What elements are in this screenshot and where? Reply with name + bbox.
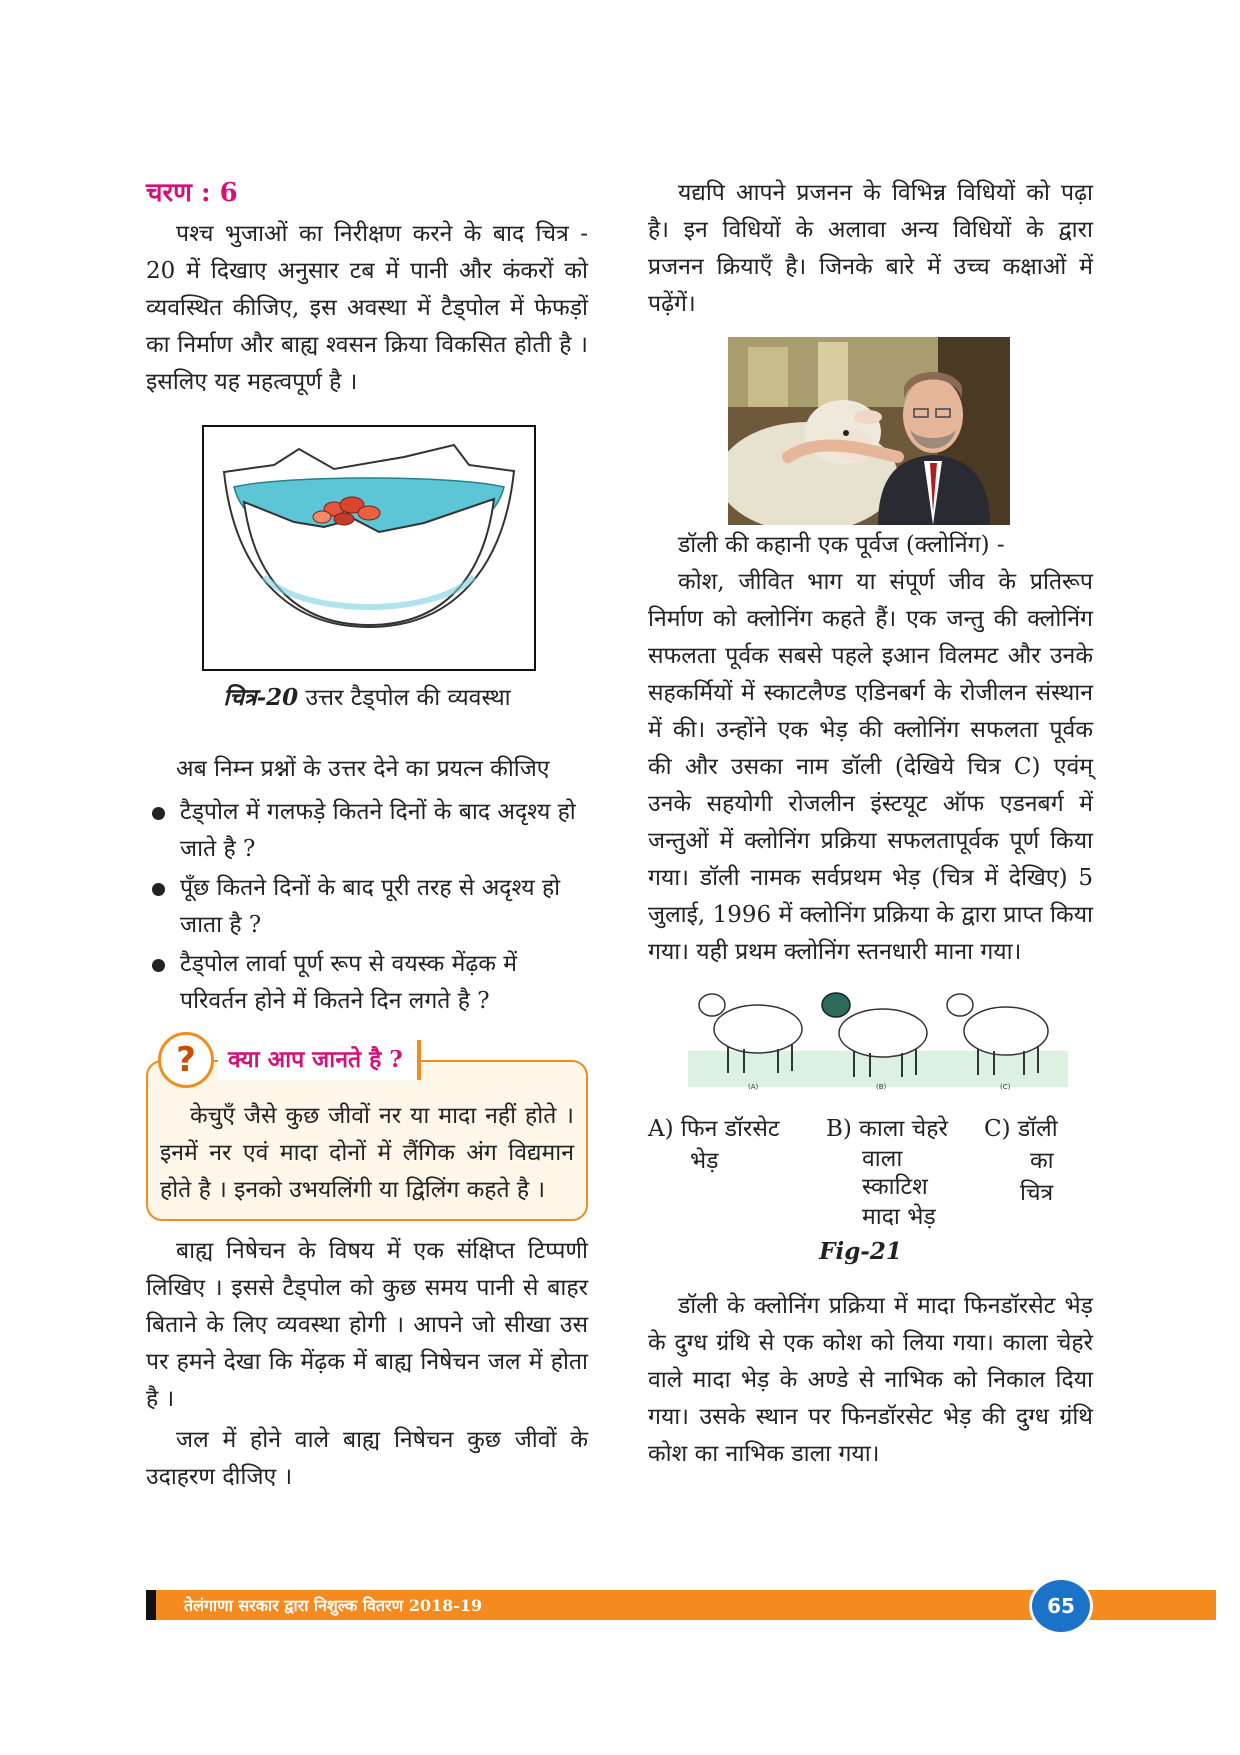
footer-text: तेलंगाणा सरकार द्वारा निशुल्क वितरण 2018-19 <box>184 1596 483 1615</box>
left-column <box>146 175 588 1496</box>
question-mark-icon: ? <box>158 1032 214 1088</box>
did-you-know-box <box>146 1039 588 1221</box>
tub-drawing <box>204 427 534 669</box>
sheep-label-c: C) डॉली का चित्र <box>984 1116 1058 1206</box>
intro-paragraph: पश्च भुजाओं का निरीक्षण करने के बाद चित्र - 20 में दिखाए अनुसार टब में पानी और कंकरों को व्यवस्थित कीजिए, इस अवस्था में टैड्पोल में फेफड़ों का निर्माण और बाह्य श्वसन क्रिया विकसित होती है । इसलिए यह महत्वपूर्ण है । <box>146 221 588 395</box>
list-item: टैड्पोल में गलफड़े कितने दिनों के बाद अदृश्य हो जाते है ? <box>146 794 588 868</box>
page-footer <box>146 1590 1216 1620</box>
figure-21-label: Fig-21 <box>819 1238 902 1265</box>
bullet-icon <box>152 959 165 972</box>
did-you-know-header <box>158 1032 421 1088</box>
questions-list <box>146 794 588 1020</box>
did-you-know-title: क्या आप जानते है ? <box>218 1040 421 1080</box>
dolly-photo <box>728 337 1010 525</box>
sheep-label-a: A) फिन डॉरसेट भेड़ <box>648 1116 780 1174</box>
step-title: चरण : 6 <box>146 178 238 208</box>
sheep-label-b: B) काला चेहरे वाला स्काटिश मादा भेड़ <box>826 1116 948 1230</box>
list-item: टैड्पोल लार्वा पूर्ण रूप से वयस्क मेंढ़क में परिवर्तन होने में कितने दिन लगते है ? <box>146 946 588 1020</box>
dolly-heading: डॉली की कहानी एक पूर्वज (क्लोनिंग) - <box>678 532 1005 558</box>
did-you-know-text: केचुएँ जैसे कुछ जीवों नर या मादा नहीं होते । इनमें नर एवं मादा दोनों में लैंगिक अंग विद्यमान होते है । इनको उभयलिंगी या द्विलिंग कहते है । <box>160 1103 574 1203</box>
sheep-c-small-label: (C) <box>1000 1083 1011 1091</box>
list-item: पूँछ कितने दिनों के बाद पूरी तरह से अदृश्य हो जाता है ? <box>146 870 588 944</box>
figure-20-tub-illustration <box>202 425 536 671</box>
external-fertilization-paragraph: बाह्य निषेचन के विषय में एक संक्षिप्त टिप्पणी लिखिए । इससे टैड्पोल को कुछ समय पानी से बाहर बिताने के लिए व्यवस्था होगी । आपने जो सीखा उस पर हमने देखा कि मेंढ़क में बाह्य निषेचन जल में होता है । <box>146 1238 588 1412</box>
reproduction-paragraph: यद्यपि आपने प्रजनन के विभिन्न विधियों को पढ़ा है। इन विधियों के अलावा अन्य विधियों के द्वारा प्रजनन क्रियाएँ है। जिनके बारे में उच्च कक्षाओं में पढ़ेंगें। <box>648 180 1093 317</box>
figure-20-caption <box>146 679 588 717</box>
sheep-a-small-label: (A) <box>748 1083 759 1091</box>
sheep-figure-21 <box>688 981 1068 1093</box>
footer-edge-marker <box>146 1590 156 1620</box>
cloning-paragraph: कोश, जीवित भाग या संपूर्ण जीव के प्रतिरूप निर्माण को क्लोनिंग कहते हैं। एक जन्तु की क्लोनिंग सफलता पूर्वक सबसे पहले इआन विलमट और उनके सहकर्मियों में स्काटलैण्ड एडिनबर्ग के रोजीलन संस्थान में की। उन्होंने एक भेड़ की क्लोनिंग सफलता पूर्वक की और उसका नाम डॉली (देखिये चित्र C) एवंम् उनके सहयोगी रोजलीन इंस्टयूट ऑफ एडनबर्ग में जन्तुओं में क्लोनिंग प्रक्रिया सफलतापूर्वक पूर्ण किया गया। डॉली नामक सर्वप्रथम भेड़ (चित्र में देखिए) 5 जुलाई, 1996 में क्लोनिंग प्रक्रिया के द्वारा प्राप्त किया गया। यही प्रथम क्लोनिंग स्तनधारी माना गया। <box>648 569 1093 965</box>
sheep-b-small-label: (B) <box>876 1083 887 1091</box>
questions-intro: अब निम्न प्रश्नों के उत्तर देने का प्रयत्न कीजिए <box>176 756 550 782</box>
figure-20-caption-text: उत्तर टैड्पोल की व्यवस्था <box>305 685 511 711</box>
figure-20-label: चित्र-20 <box>223 684 299 711</box>
right-column <box>648 175 1093 1473</box>
bullet-icon <box>152 807 165 820</box>
sheep-labels <box>648 1113 1093 1233</box>
cloning-process-paragraph: डॉली के क्लोनिंग प्रक्रिया में मादा फिनडॉरसेट भेड़ के दुग्ध ग्रंथि से एक कोश को लिया गया। काला चेहरे वाले मादा भेड़ के अण्डे से नाभिक को निकाल दिया गया। उसके स्थान पर फिनडॉरसेट भेड़ की दुग्ध ग्रंथि कोश का नाभिक डाला गया। <box>648 1293 1093 1467</box>
page-number: 65 <box>1029 1577 1093 1635</box>
bullet-icon <box>152 883 165 896</box>
examples-paragraph: जल में होने वाले बाह्य निषेचन कुछ जीवों के उदाहरण दीजिए । <box>146 1427 588 1490</box>
